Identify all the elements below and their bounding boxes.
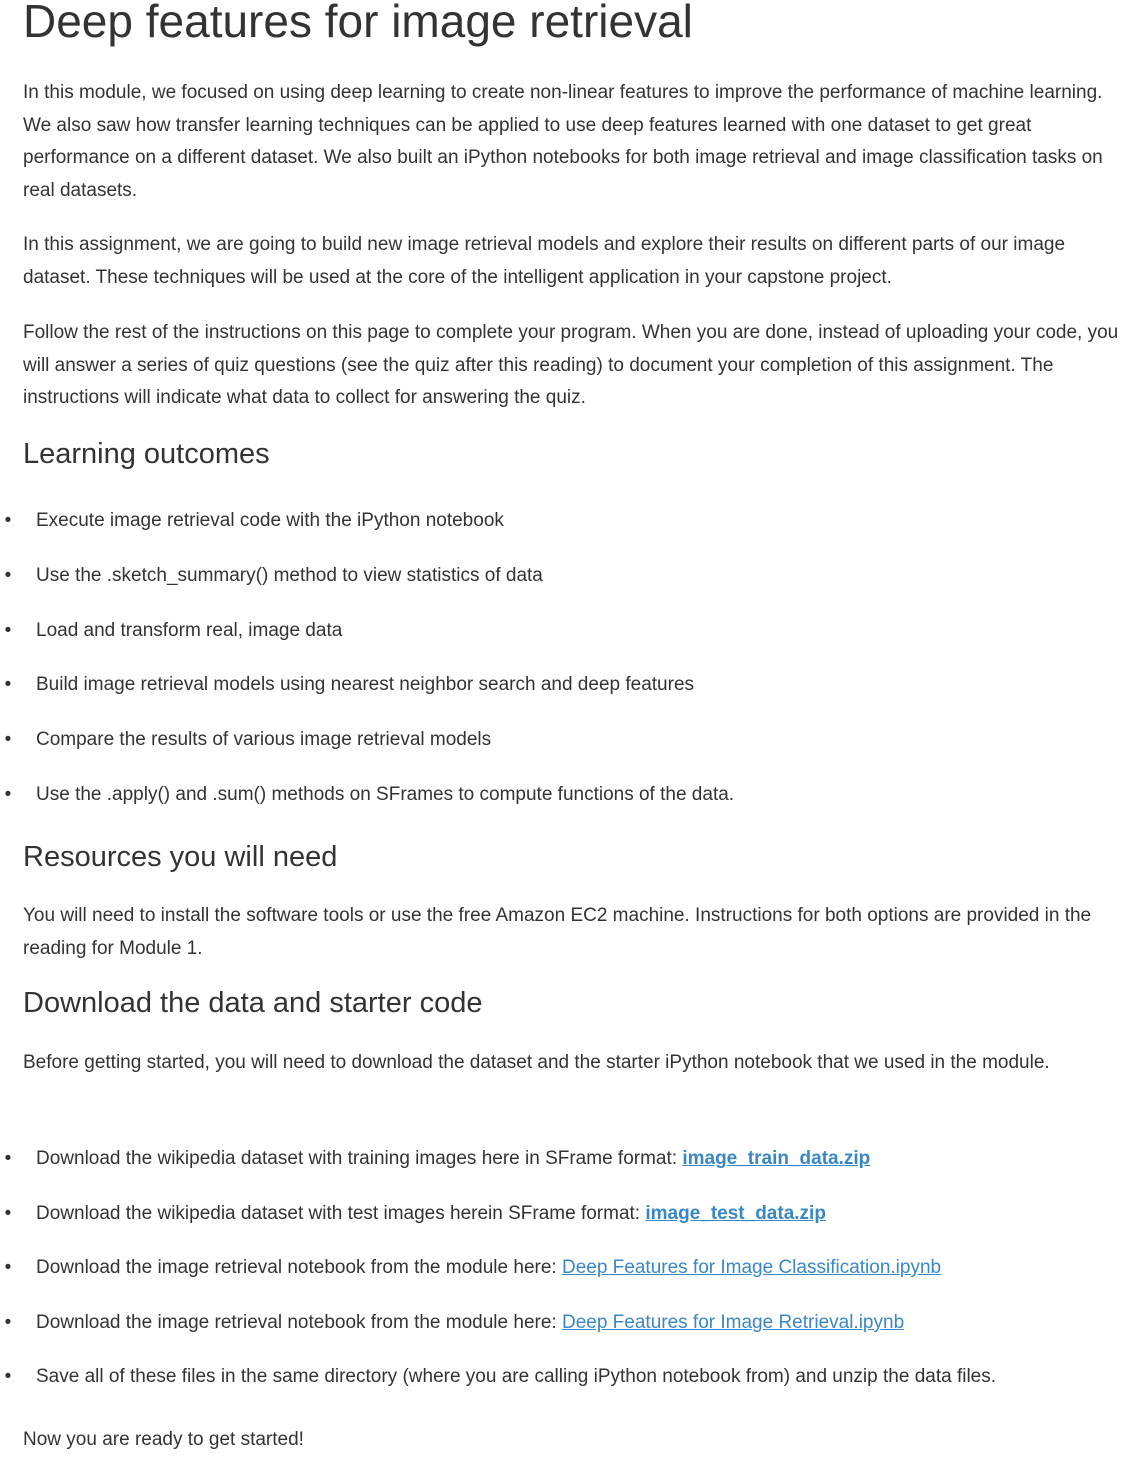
list-item-text	[36, 1308, 904, 1338]
image-test-data-link[interactable]: image_test_data.zip	[645, 1203, 826, 1224]
list-item	[0, 506, 1138, 536]
list-item	[0, 725, 1138, 755]
list-item-text	[36, 1144, 870, 1174]
learning-outcomes-heading: Learning outcomes	[23, 438, 270, 470]
image-train-data-link[interactable]: image_train_data.zip	[682, 1148, 871, 1169]
download-item-label: Download the image retrieval notebook from the module here:	[36, 1312, 562, 1333]
list-item-text	[36, 1199, 826, 1229]
bullet-icon: •	[4, 784, 12, 805]
intro-paragraph-3: Follow the rest of the instructions on this page to complete your program. When you are done, instead of uploading your code, you will answer a series of quiz questions (see the quiz after this reading) to document your completion of this assignment. The instructions will indicate what data to collect for answering the quiz.	[23, 322, 1119, 408]
bullet-icon: •	[4, 674, 12, 695]
list-item	[0, 1362, 1138, 1392]
resources-paragraph: You will need to install the software tools or use the free Amazon EC2 machine. Instructions for both options are provided in the reading for Module 1.	[23, 905, 1092, 959]
bullet-icon: •	[4, 1203, 12, 1224]
intro-paragraph-1: In this module, we focused on using deep learning to create non-linear features to improve the performance of machine learning. We also saw how transfer learning techniques can be applied to use deep features learned with one dataset to get great performance on a different dataset. We also built an iPython notebooks for both image retrieval and image classification tasks on real datasets.	[23, 82, 1103, 201]
download-item-label: Download the wikipedia dataset with training images here in SFrame format:	[36, 1148, 683, 1169]
list-item-text: Build image retrieval models using nearest neighbor search and deep features	[36, 674, 695, 695]
list-item	[0, 670, 1138, 700]
bullet-icon: •	[4, 1148, 12, 1169]
download-item-label: Download the image retrieval notebook from the module here:	[36, 1257, 562, 1278]
list-item	[0, 1308, 1138, 1338]
closing-paragraph: Now you are ready to get started!	[23, 1429, 304, 1450]
list-item	[0, 561, 1138, 591]
bullet-icon: •	[4, 1257, 12, 1278]
download-paragraph: Before getting started, you will need to download the dataset and the starter iPython notebook that we used in the module.	[23, 1052, 1050, 1073]
bullet-icon: •	[4, 620, 12, 641]
download-heading: Download the data and starter code	[23, 987, 483, 1019]
list-item-text: Save all of these files in the same directory (where you are calling iPython notebook from) and unzip the data files.	[36, 1366, 997, 1387]
list-item	[0, 616, 1138, 646]
bullet-icon: •	[4, 1312, 12, 1333]
list-item	[0, 1199, 1138, 1229]
list-item-text: Use the .apply() and .sum() methods on SFrames to compute functions of the data.	[36, 784, 735, 805]
list-item	[0, 1253, 1138, 1283]
resources-heading: Resources you will need	[23, 841, 338, 873]
bullet-icon: •	[4, 565, 12, 586]
bullet-icon: •	[4, 1366, 12, 1387]
intro-paragraph-2: In this assignment, we are going to build new image retrieval models and explore their results on different parts of our image dataset. These techniques will be used at the core of the intelligent application in your capstone project.	[23, 234, 1066, 288]
page-title: Deep features for image retrieval	[23, 0, 693, 47]
bullet-icon: •	[4, 510, 12, 531]
list-item	[0, 1144, 1138, 1174]
download-item-label: Download the wikipedia dataset with test images herein SFrame format:	[36, 1203, 646, 1224]
list-item-text: Execute image retrieval code with the iPython notebook	[36, 510, 504, 531]
list-item-text: Compare the results of various image retrieval models	[36, 729, 492, 750]
list-item-text: Load and transform real, image data	[36, 620, 343, 641]
bullet-icon: •	[4, 729, 12, 750]
list-item-text	[36, 1253, 941, 1283]
classification-notebook-link[interactable]: Deep Features for Image Classification.ipynb	[561, 1257, 942, 1278]
retrieval-notebook-link[interactable]: Deep Features for Image Retrieval.ipynb	[561, 1312, 905, 1333]
list-item	[0, 780, 1138, 810]
list-item-text: Use the .sketch_summary() method to view statistics of data	[36, 565, 543, 586]
